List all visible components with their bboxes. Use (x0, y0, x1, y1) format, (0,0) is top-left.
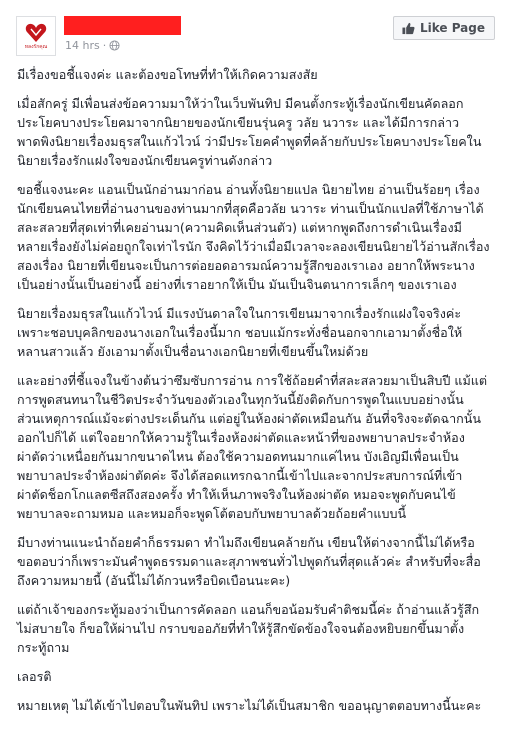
post-paragraph: มีเรื่องขอชี้แจงค่ะ และต้องขอโทษที่ทำให้เกิดความสงสัย (17, 67, 318, 82)
post-body (0, 65, 505, 715)
like-page-button[interactable] (393, 16, 495, 40)
post-paragraph: และอย่างที่ชี้แจงในข้างต้นว่าซึมซับการอ่าน การใช้ถ้อยคำที่สละสลวยมาเป็นสิบปี แม้แต่การพูดสนทนาในชีวิตประจำวันของตัวเองในทุกวันนี้ยังติดกับการพูดในแบบอย่างนั้น ส่วนเหตุการณ์แม้จะต่างประเด็นกัน แต่อยู่ในห้องผ่าตัดเหมือนกัน อันที่จริงจะตัดฉากนั้นออกไปก็ได้ แต่ใจอยากให้ความรู้ในเรื่องห้องผ่าตัดและหน้าที่ของพยาบาลประจำห้องผ่าตัดว่าเหนื่อยกันมากขนาดไหน ต้องใช้ความอดทนมากแค่ไหน บังเอิญมีเพื่อนเป็นพยาบาลประจำห้องผ่าตัดค่ะ จึงได้สอดแทรกฉากนี้เข้าไปและจากประสบการณ์ที่เข้าผ่าตัดช็อกโกแลตซีสถึงสองครั้ง ทำให้เห็นภาพจริงในห้องผ่าตัด หมอจะพูดกับคนไข้ พยาบาลจะถามหมอ และหมอก็จะพูดโต้ตอบกับพยาบาลด้วยถ้อยคำแบบนี้ (17, 373, 488, 521)
like-page-label: Like Page (419, 21, 485, 35)
globe-icon (109, 40, 120, 51)
post-note: หมายเหตุ ไม่ได้เข้าไปตอบในพันทิป เพราะไม่ได้เป็นสมาชิก ขออนุญาตตอบทางนี้นะคะ (17, 698, 482, 713)
post-paragraph: แต่ถ้าเจ้าของกระทู้มองว่าเป็นการคัดลอก แอนก็ขอน้อมรับคำติชมนี้ค่ะ ถ้าอ่านแล้วรู้สึกไม่สบายใจ ก็ขอให้ผ่านไป กราบขออภัยที่ทำให้รู้สึกขัดข้องใจจนต้องหยิบยกขึ้นมาตั้งกระทู้ถาม (17, 602, 480, 655)
post-paragraph: ขอชี้แจงนะคะ แอนเป็นนักอ่านมาก่อน อ่านทั้งนิยายแปล นิยายไทย อ่านเป็นร้อยๆ เรื่อง นักเขียนคนไทยที่อ่านงานของท่านมากที่สุดคือวลัย นวาระ ท่านเป็นนักแปลที่ใช้ภาษาได้สละสลวยที่สุดเท่าที่เคยอ่านมา(ความคิดเห็นส่วนตัว) แต่หากพูดถึงการดำเนินเรื่องมีหลายเรื่องยังไม่ค่อยถูกใจเท่าไรนัก จึงคิดไว้ว่าเมื่อมีเวลาจะลองเขียนนิยายไว้อ่านสักเรื่องสองเรื่อง นิยายที่เขียนจะเป็นการต่อยอดอารมณ์ความรู้สึกของเราเอง อยากให้พระนางเป็นอย่างนั้นเป็นอย่างนี้ อย่างที่เราอยากให้เป็น มันเป็นจินตนาการเล็กๆ ของเราเอง (17, 182, 490, 292)
heart-logo-icon (25, 23, 47, 43)
avatar-caption: หลงรักคุณ (24, 43, 48, 50)
post-paragraph: มีบางท่านแนะนำถ้อยคำก็ธรรมดา ทำไมถึงเขียนคล้ายกัน เขียนให้ต่างจากนี้ไม่ได้หรือ ขอตอบว่าก็เพราะมันคำพูดธรรมดาและสุภาพชนทั่วไปพูดกันที่สุดแล้วค่ะ สำหรับที่จะสื่อถึงความหมายนี้ (อันนี้ไม่ได้กวนหรือบิดเบือนนะคะ) (17, 535, 481, 588)
timestamp-text: 14 hrs (65, 39, 100, 52)
post-paragraph: นิยายเรื่องมธุรสในแก้วไวน์ มีแรงบันดาลใจในการเขียนมาจากเรื่องรักแฝงใจจริงค่ะ เพราะชอบบุคลิกของนางเอกในเรื่องนี้มาก ชอบแม้กระทั่งชื่อนอกจากเอามาตั้งชื่อให้หลานสาวแล้ว ยังเอามาตั้งเป็นชื่อนางเอกนิยายที่เขียนขึ้นใหม่ด้วย (17, 306, 463, 359)
post-timestamp[interactable]: 14 hrs · (65, 39, 120, 52)
post-signature: เลอรติ (17, 669, 52, 684)
page-avatar[interactable] (16, 16, 56, 56)
redacted-page-name (64, 16, 181, 35)
post-header (0, 0, 505, 62)
post-paragraph: เมื่อสักครู่ มีเพื่อนส่งข้อความมาให้ว่าในเว็บพันทิป มีคนตั้งกระทู้เรื่องนักเขียนคัดลอกประโยคบางประโยคมาจากนิยายของนักเขียนรุ่นครู วลัย นวาระ และได้มีการกล่าวพาดพิงนิยายเรื่องมธุรสในแก้วไวน์ ว่ามีประโยคคำพูดที่คล้ายกับประโยคบางประโยคในนิยายเรื่องรักแฝงใจของนักเขียนครูท่านดังกล่าว (17, 96, 482, 168)
thumbs-up-icon (402, 22, 415, 35)
